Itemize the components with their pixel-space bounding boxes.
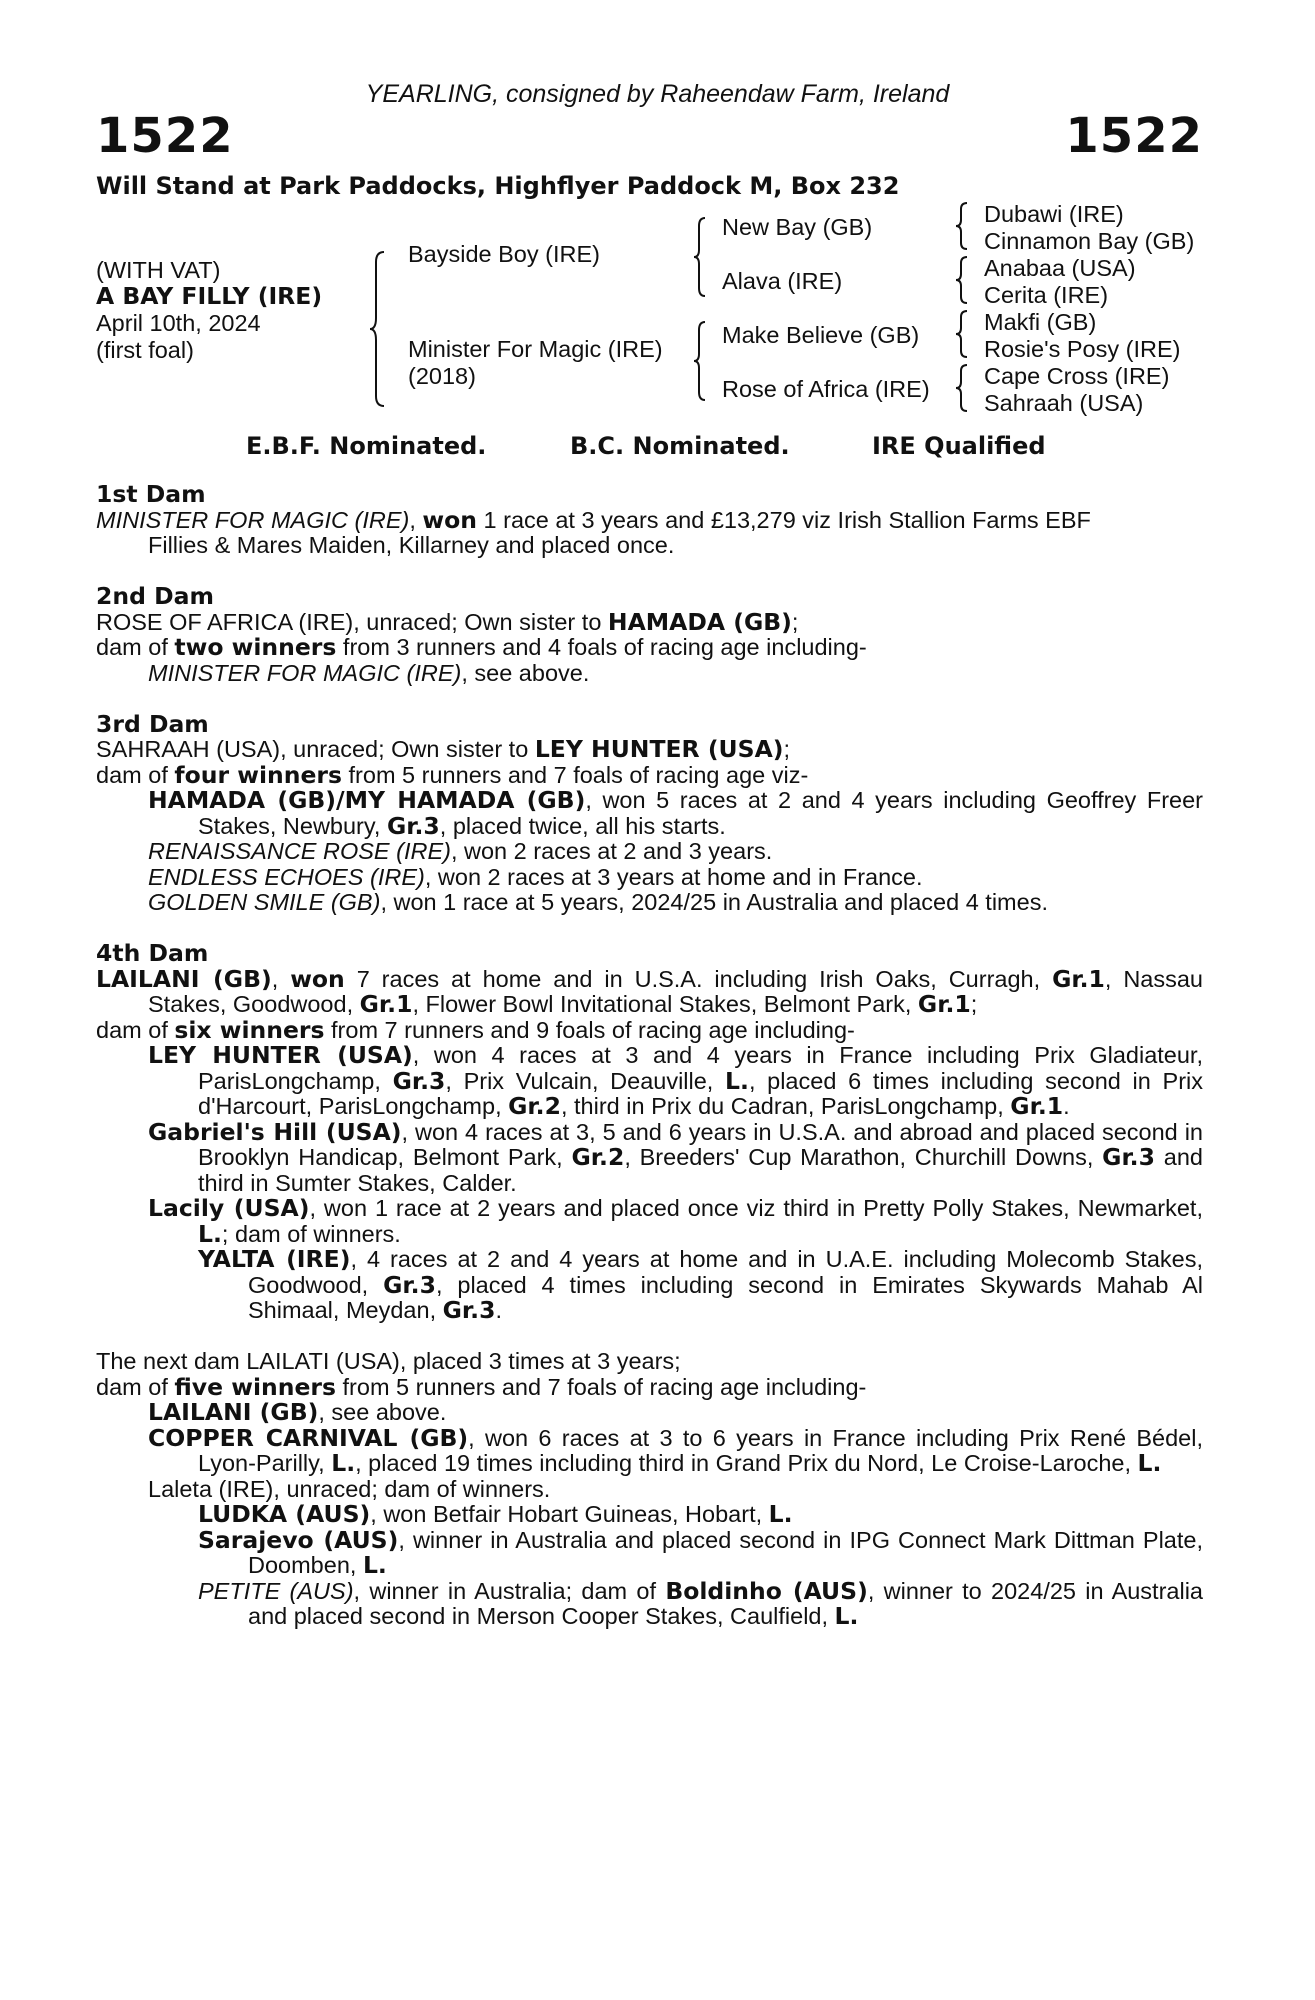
section-heading: 2nd Dam [96, 582, 214, 610]
sire-name: Bayside Boy (IRE) [408, 241, 600, 267]
produce-entry: LEY HUNTER (USA), won 4 races at 3 and 4 years in France including Prix Gladiateur, ParisLongchamp, Gr.3, Prix Vulcain, Deauville, L., placed 6 times including second in Prix d'Harcourt, ParisLongchamp, Gr.2, third in Prix du Cadran, ParisLongchamp, Gr.1. [148, 1041, 1203, 1120]
dam-name: Minister For Magic (IRE) [408, 336, 663, 362]
produce-entry: Laleta (IRE), unraced; dam of winners. [148, 1475, 551, 1502]
bc-nomination: B.C. Nominated. [570, 432, 790, 460]
produce-entry: MINISTER FOR MAGIC (IRE), see above. [148, 659, 590, 686]
sire-dam-name: Alava (IRE) [722, 268, 843, 294]
g3-ancestor: Cape Cross (IRE) [984, 363, 1170, 389]
lot-number-right: 1522 [1065, 108, 1203, 164]
produce-entry: ENDLESS ECHOES (IRE), won 2 races at 3 years at home and in France. [148, 863, 923, 890]
section-heading: 4th Dam [96, 939, 209, 967]
produce-record [96, 482, 1203, 1655]
foaling-date: April 10th, 2024 [96, 310, 261, 336]
dam-record-line: MINISTER FOR MAGIC (IRE), won 1 race at 3 years and £13,279 viz Irish Stallion Farms EBF [96, 505, 1091, 534]
produce-entry: HAMADA (GB)/MY HAMADA (GB), won 5 races at 2 and 4 years including Geoffrey Freer Stakes, Newbury, Gr.3, placed twice, all his starts. [148, 786, 1203, 840]
dam-record-line: dam of six winners from 7 runners and 9 foals of racing age including- [96, 1015, 855, 1044]
dam-record-line: SAHRAAH (USA), unraced; Own sister to LEY HUNTER (USA); [96, 735, 791, 763]
pedigree-bracket-g3-3 [955, 310, 969, 358]
vat-note: (WITH VAT) [96, 257, 221, 283]
dam-record-line: dam of four winners from 5 runners and 7 foals of racing age viz- [96, 760, 809, 789]
g3-ancestor: Anabaa (USA) [984, 255, 1136, 281]
produce-entry: PETITE (AUS), winner in Australia; dam of Boldinho (AUS), winner to 2024/25 in Australia and placed second in Merson Cooper Stakes, Caulfield, L. [198, 1576, 1203, 1630]
fourth-dam-section [96, 941, 1203, 1324]
third-dam-section [96, 709, 1203, 916]
foal-note: (first foal) [96, 337, 194, 363]
consignment-line: YEARLING, consigned by Raheendaw Farm, Ireland [365, 80, 950, 108]
g3-ancestor: Rosie's Posy (IRE) [984, 336, 1181, 362]
g3-ancestor: Makfi (GB) [984, 309, 1097, 335]
horse-name: A BAY FILLY (IRE) [96, 282, 323, 310]
pedigree-bracket-main [368, 250, 388, 408]
dam-record-line: Fillies & Mares Maiden, Killarney and placed once. [148, 532, 675, 558]
next-dam-section [96, 1349, 1203, 1630]
produce-entry: Lacily (USA), won 1 race at 2 years and placed once viz third in Pretty Polly Stakes, Newmarket, L.; dam of winners. [148, 1194, 1203, 1248]
dam-record-line: dam of two winners from 3 runners and 4 foals of racing age including- [96, 633, 867, 661]
second-dam-section [96, 584, 1203, 686]
dam-record-line: LAILANI (GB), won 7 races at home and in U.S.A. including Irish Oaks, Curragh, Gr.1, Nassau Stakes, Goodwood, Gr.1, Flower Bowl Invitational Stakes, Belmont Park, Gr.1; [96, 964, 1203, 1018]
produce-entry: Gabriel's Hill (USA), won 4 races at 3, 5 and 6 years in U.S.A. and abroad and placed second in Brooklyn Handicap, Belmont Park, Gr.2, Breeders' Cup Marathon, Churchill Downs, Gr.3 and third in Sumter Stakes, Calder. [148, 1117, 1203, 1196]
produce-entry: LUDKA (AUS), won Betfair Hobart Guineas, Hobart, L. [198, 1500, 793, 1528]
produce-entry: RENAISSANCE ROSE (IRE), won 2 races at 2 and 3 years. [148, 838, 773, 864]
g3-ancestor: Cerita (IRE) [984, 282, 1109, 308]
section-heading: 3rd Dam [96, 709, 209, 738]
pedigree-bracket-g3-2 [955, 256, 969, 304]
first-dam-section [96, 482, 1203, 559]
produce-entry: LAILANI (GB), see above. [148, 1398, 447, 1426]
g3-ancestor: Cinnamon Bay (GB) [984, 228, 1195, 254]
pedigree-bracket-g3-1 [955, 202, 969, 250]
stabling-location: Will Stand at Park Paddocks, Highflyer Paddock M, Box 232 [96, 172, 900, 200]
pedigree-bracket-dam [693, 320, 707, 402]
g3-ancestor: Dubawi (IRE) [984, 201, 1124, 227]
pedigree-bracket-g3-4 [955, 364, 969, 412]
dam-dam-name: Rose of Africa (IRE) [722, 376, 930, 402]
sire-sire-name: New Bay (GB) [722, 214, 873, 240]
dam-year: (2018) [408, 363, 476, 389]
g3-ancestor: Sahraah (USA) [984, 390, 1144, 416]
lot-number-left: 1522 [96, 108, 234, 164]
produce-entry: COPPER CARNIVAL (GB), won 6 races at 3 to 6 years in France including Prix René Bédel, Lyon-Parilly, L., placed 19 times including third in Grand Prix du Nord, Le Croise-Laroche, L. [148, 1423, 1204, 1477]
dam-record-line: The next dam LAILATI (USA), placed 3 times at 3 years; [96, 1348, 681, 1374]
produce-entry: YALTA (IRE), 4 races at 2 and 4 years at home and in U.A.E. including Molecomb Stakes, Goodwood, Gr.3, placed 4 times including second in Emirates Skywards Mahab Al Shimaal, Meydan, Gr.3. [198, 1245, 1203, 1324]
dam-record-line: ROSE OF AFRICA (IRE), unraced; Own sister to HAMADA (GB); [96, 607, 799, 636]
produce-entry: Sarajevo (AUS), winner in Australia and placed second in IPG Connect Mark Dittman Plate, Doomben, L. [198, 1525, 1204, 1579]
pedigree-bracket-sire [693, 216, 707, 298]
dam-record-line: dam of five winners from 5 runners and 7 foals of racing age including- [96, 1372, 867, 1401]
section-heading: 1st Dam [96, 480, 206, 508]
ebf-nomination: E.B.F. Nominated. [246, 432, 487, 460]
dam-sire-name: Make Believe (GB) [722, 322, 920, 348]
produce-entry: GOLDEN SMILE (GB), won 1 race at 5 years, 2024/25 in Australia and placed 4 times. [148, 889, 1048, 915]
ire-qualification: IRE Qualified [872, 432, 1046, 460]
